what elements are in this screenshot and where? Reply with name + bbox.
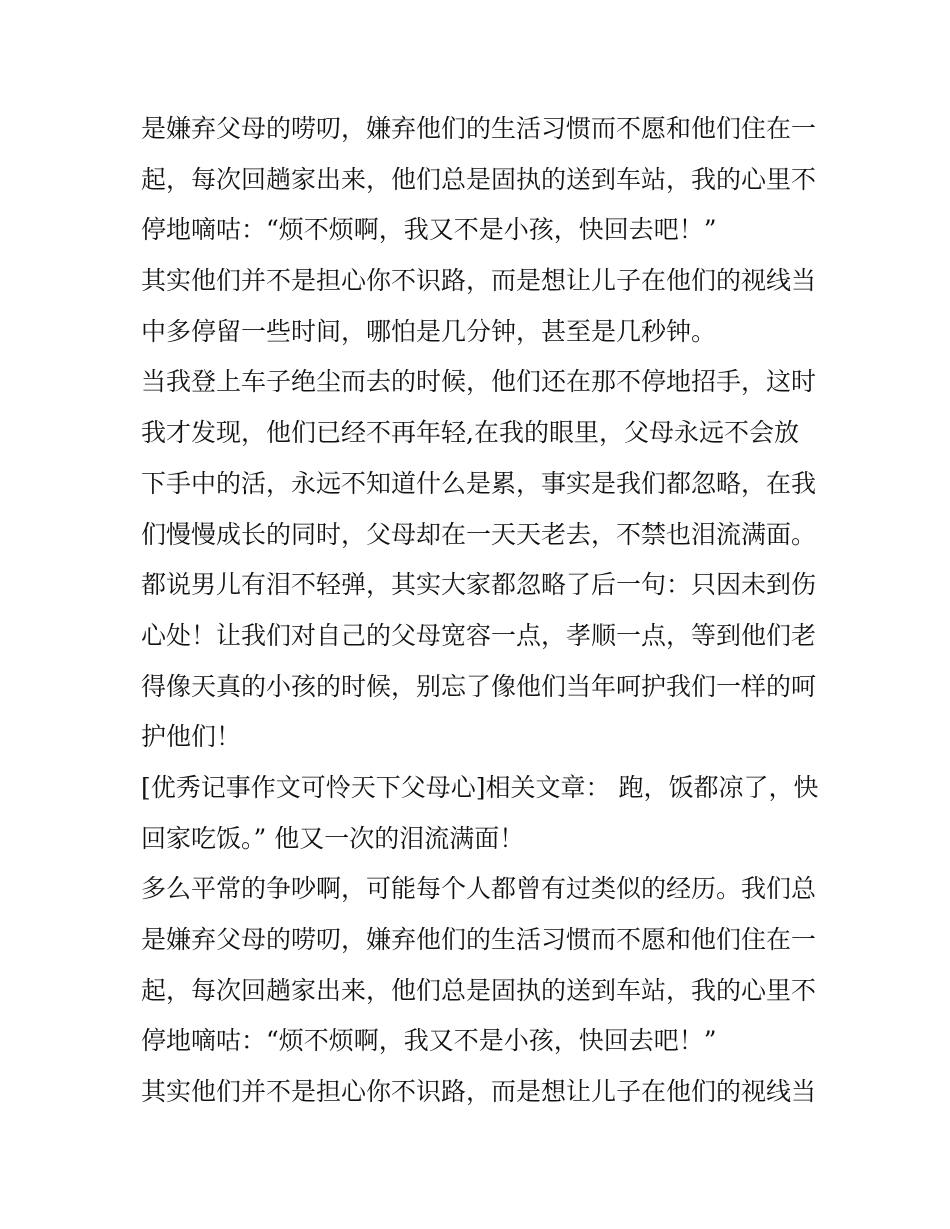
text-line: 是嫌弃父母的唠叨，嫌弃他们的生活习惯而不愿和他们住在一 bbox=[141, 925, 817, 954]
text-line: 是嫌弃父母的唠叨，嫌弃他们的生活习惯而不愿和他们住在一 bbox=[141, 114, 817, 143]
text-line: 当我登上车子绝尘而去的时候，他们还在那不停地招手，这时 bbox=[141, 367, 817, 397]
text-line: 起，每次回趟家出来，他们总是固执的送到车站，我的心里不 bbox=[141, 975, 817, 1005]
text-line: 我才发现，他们已经不再年轻,在我的眼里，父母永远不会放 bbox=[141, 418, 799, 448]
text-line: 都说男儿有泪不轻弹，其实大家都忽略了后一句：只因未到伤 bbox=[141, 570, 817, 600]
text-line: 起，每次回趟家出来，他们总是固执的送到车站，我的心里不 bbox=[141, 164, 817, 194]
text-line: 心处！让我们对自己的父母宽容一点，孝顺一点，等到他们老 bbox=[141, 620, 817, 650]
text-line: 停地嘀咕：“烦不烦啊，我又不是小孩，快回去吧！” bbox=[141, 1026, 717, 1056]
text-line: 多么平常的争吵啊，可能每个人都曾有过类似的经历。我们总 bbox=[141, 874, 817, 904]
text-line: 下手中的活，永远不知道什么是累，事实是我们都忽略，在我 bbox=[141, 468, 817, 498]
text-line: 回家吃饭。” 他又一次的泪流满面！ bbox=[141, 823, 525, 853]
related-articles-line: [优秀记事作文可怜天下父母心]相关文章： 跑，饭都凉了，快 bbox=[141, 772, 819, 802]
article-body bbox=[141, 104, 821, 1118]
text-line: 们慢慢成长的同时，父母却在一天天老去，不禁也泪流满面。 bbox=[141, 519, 817, 549]
text-line: 护他们！ bbox=[141, 722, 242, 752]
text-line: 中多停留一些时间，哪怕是几分钟，甚至是几秒钟。 bbox=[141, 316, 717, 346]
text-line: 得像天真的小孩的时候，别忘了像他们当年呵护我们一样的呵 bbox=[141, 671, 817, 701]
text-line: 其实他们并不是担心你不识路，而是想让儿子在他们的视线当 bbox=[141, 1077, 817, 1107]
text-line: 停地嘀咕：“烦不烦啊，我又不是小孩，快回去吧！” bbox=[141, 215, 717, 245]
text-line: 其实他们并不是担心你不识路，而是想让儿子在他们的视线当 bbox=[141, 266, 817, 296]
